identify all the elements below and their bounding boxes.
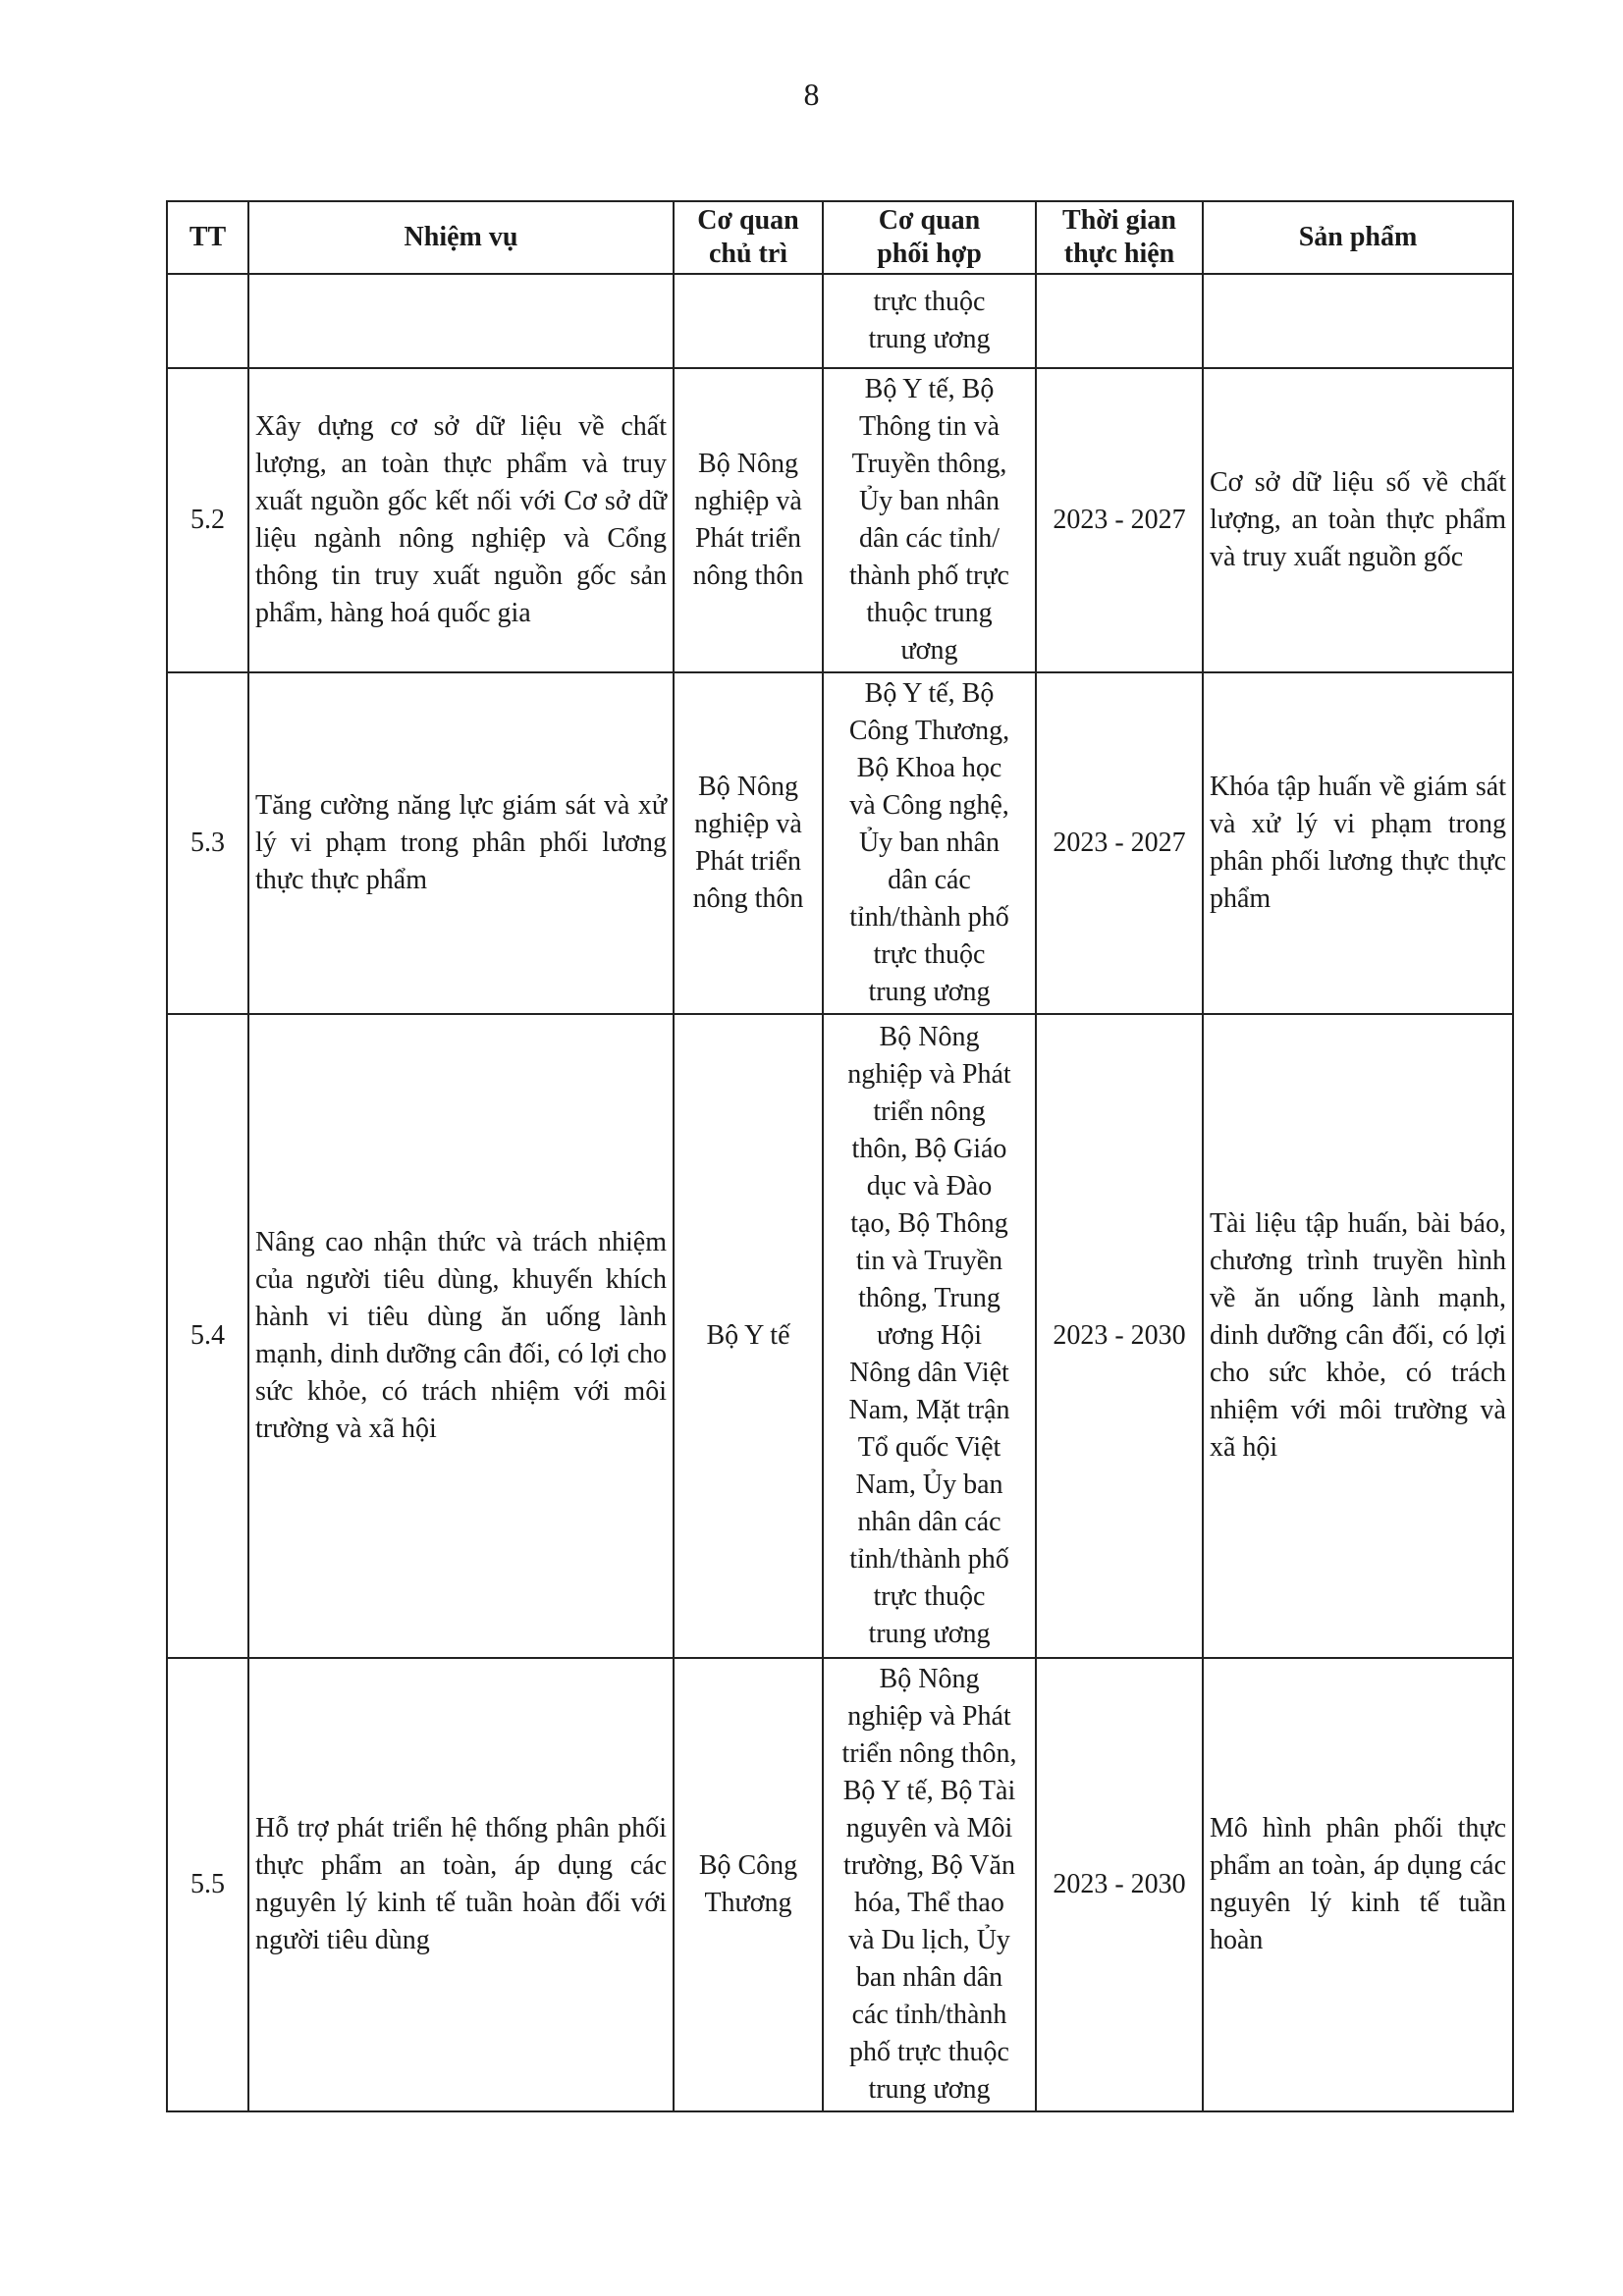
cell-tt: 5.4 <box>167 1014 248 1658</box>
cell-task <box>248 274 674 368</box>
cell-timeline: 2023 - 2030 <box>1036 1658 1203 2111</box>
cell-lead-agency: Bộ Nông nghiệp và Phát triển nông thôn <box>674 672 823 1014</box>
cell-product: Cơ sở dữ liệu số về chất lượng, an toàn thực phẩm và truy xuất nguồn gốc <box>1203 368 1513 672</box>
cell-timeline <box>1036 274 1203 368</box>
cell-tt: 5.2 <box>167 368 248 672</box>
page-number: 8 <box>803 77 820 112</box>
header-product: Sản phẩm <box>1203 201 1513 274</box>
table-header-row <box>167 201 1513 274</box>
cell-tt <box>167 274 248 368</box>
table-row <box>167 368 1513 672</box>
cell-coordinating-agency: Bộ Y tế, Bộ Công Thương, Bộ Khoa học và Công nghệ, Ủy ban nhân dân các tỉnh/thành phố trực thuộc trung ương <box>823 672 1036 1014</box>
cell-product: Mô hình phân phối thực phẩm an toàn, áp dụng các nguyên lý kinh tế tuần hoàn <box>1203 1658 1513 2111</box>
cell-coordinating-agency: trực thuộc trung ương <box>823 274 1036 368</box>
cell-tt: 5.5 <box>167 1658 248 2111</box>
header-tt: TT <box>167 201 248 274</box>
cell-lead-agency: Bộ Nông nghiệp và Phát triển nông thôn <box>674 368 823 672</box>
cell-coordinating-agency: Bộ Nông nghiệp và Phát triển nông thôn, Bộ Giáo dục và Đào tạo, Bộ Thông tin và Truyền thông, Trung ương Hội Nông dân Việt Nam, Mặt trận Tổ quốc Việt Nam, Ủy ban nhân dân các tỉnh/thành phố trực thuộc trung ương <box>823 1014 1036 1658</box>
cell-product: Khóa tập huấn về giám sát và xử lý vi phạm trong phân phối lương thực thực phẩm <box>1203 672 1513 1014</box>
cell-coordinating-agency: Bộ Nông nghiệp và Phát triển nông thôn, Bộ Y tế, Bộ Tài nguyên và Môi trường, Bộ Văn hóa, Thể thao và Du lịch, Ủy ban nhân dân các tỉnh/thành phố trực thuộc trung ương <box>823 1658 1036 2111</box>
cell-timeline: 2023 - 2030 <box>1036 1014 1203 1658</box>
task-table <box>166 200 1514 2112</box>
header-timeline: Thời gian thực hiện <box>1036 201 1203 274</box>
cell-task: Nâng cao nhận thức và trách nhiệm của người tiêu dùng, khuyến khích hành vi tiêu dùng ăn uống lành mạnh, dinh dưỡng cân đối, có lợi cho sức khỏe, có trách nhiệm với môi trường và xã hội <box>248 1014 674 1658</box>
cell-tt: 5.3 <box>167 672 248 1014</box>
header-coordinating-agency: Cơ quan phối hợp <box>823 201 1036 274</box>
cell-task: Xây dựng cơ sở dữ liệu về chất lượng, an toàn thực phẩm và truy xuất nguồn gốc kết nối với Cơ sở dữ liệu ngành nông nghiệp và Cổng thông tin truy xuất nguồn gốc sản phẩm, hàng hoá quốc gia <box>248 368 674 672</box>
cell-timeline: 2023 - 2027 <box>1036 368 1203 672</box>
cell-timeline: 2023 - 2027 <box>1036 672 1203 1014</box>
header-lead-agency: Cơ quan chủ trì <box>674 201 823 274</box>
cell-lead-agency: Bộ Y tế <box>674 1014 823 1658</box>
header-task: Nhiệm vụ <box>248 201 674 274</box>
table-row <box>167 1014 1513 1658</box>
cell-lead-agency <box>674 274 823 368</box>
table-row <box>167 1658 1513 2111</box>
cell-product: Tài liệu tập huấn, bài báo, chương trình truyền hình về ăn uống lành mạnh, dinh dưỡng cân đối, có lợi cho sức khỏe, có trách nhiệm với môi trường và xã hội <box>1203 1014 1513 1658</box>
cell-lead-agency: Bộ Công Thương <box>674 1658 823 2111</box>
table-row <box>167 672 1513 1014</box>
cell-coordinating-agency: Bộ Y tế, Bộ Thông tin và Truyền thông, Ủy ban nhân dân các tỉnh/ thành phố trực thuộc trung ương <box>823 368 1036 672</box>
table-row <box>167 274 1513 368</box>
cell-task: Tăng cường năng lực giám sát và xử lý vi phạm trong phân phối lương thực thực phẩm <box>248 672 674 1014</box>
cell-task: Hỗ trợ phát triển hệ thống phân phối thực phẩm an toàn, áp dụng các nguyên lý kinh tế tuần hoàn đối với người tiêu dùng <box>248 1658 674 2111</box>
cell-product <box>1203 274 1513 368</box>
